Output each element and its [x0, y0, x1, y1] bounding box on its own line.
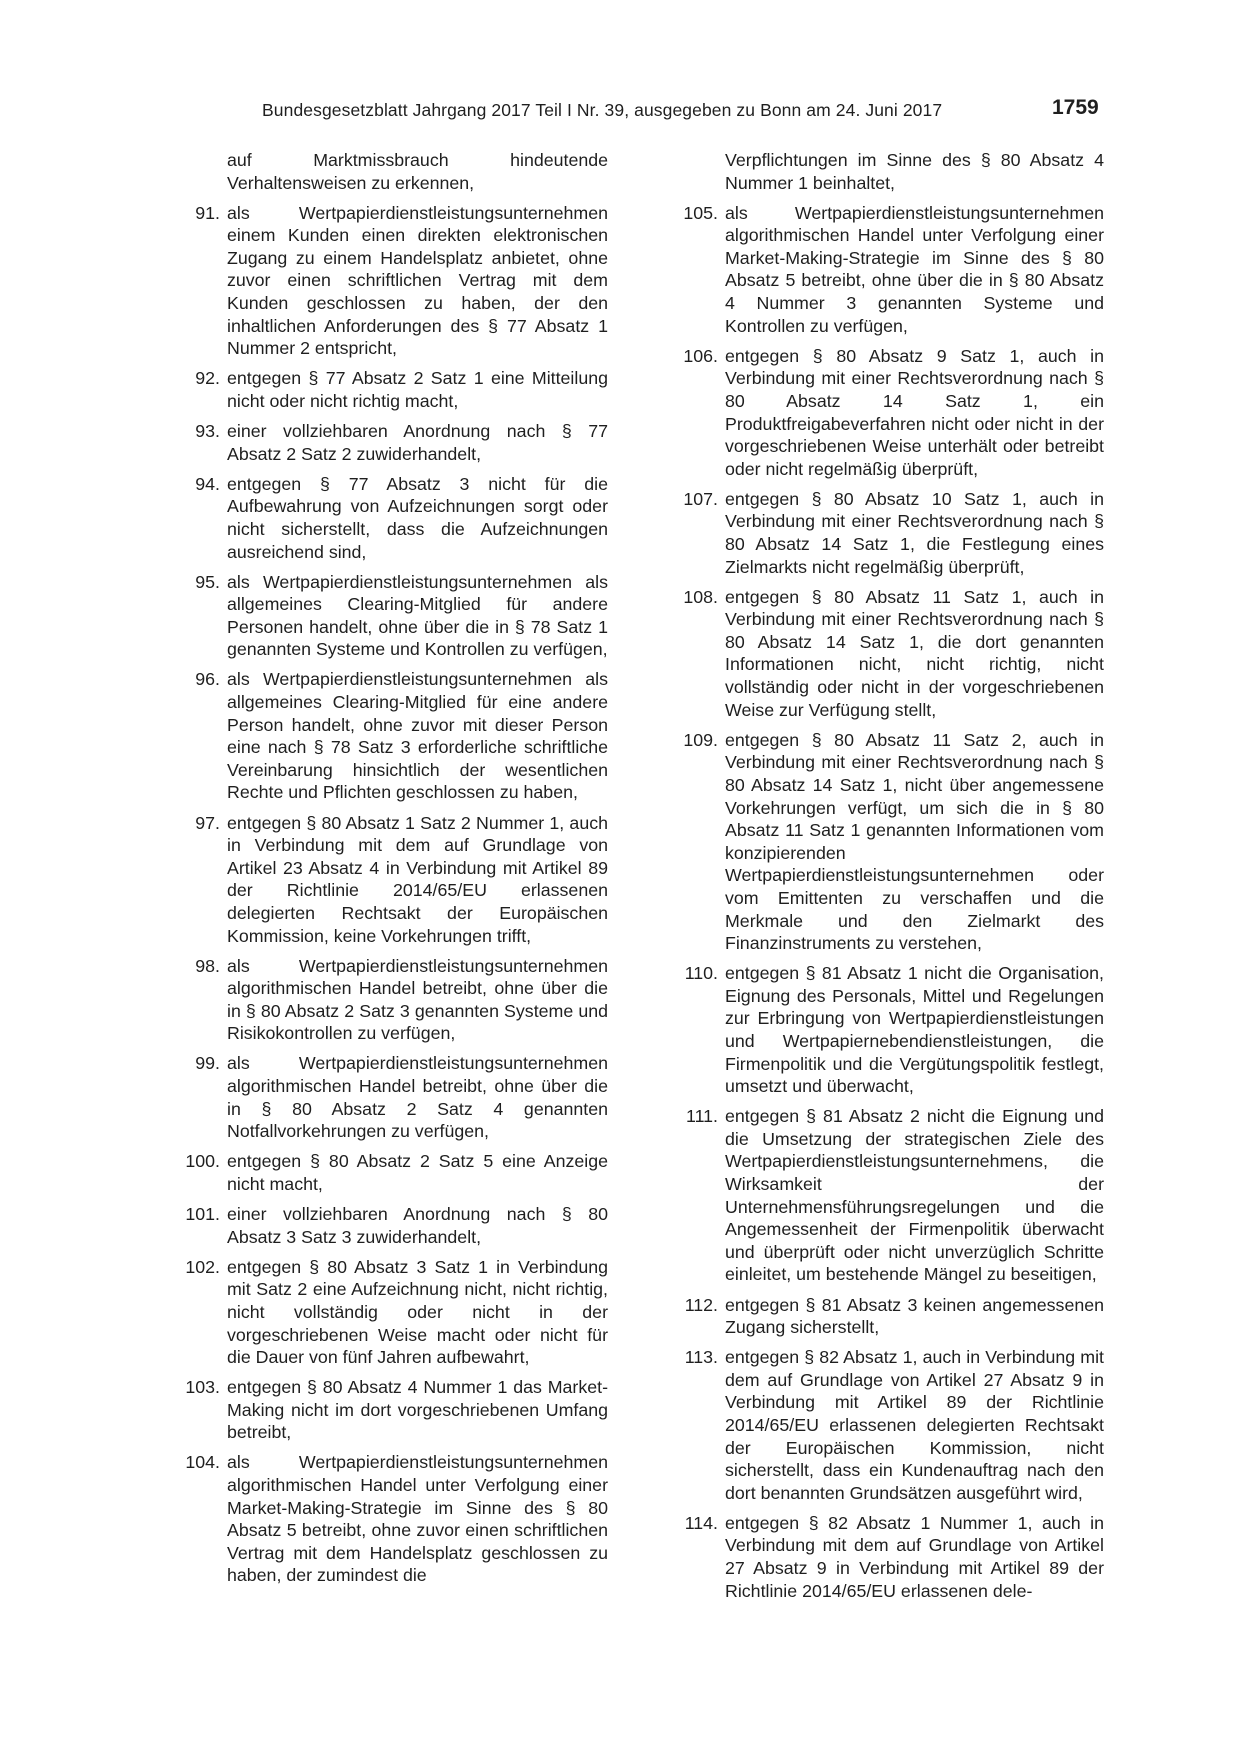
- item-number: 96.: [195, 669, 220, 690]
- page-header: [0, 96, 1241, 126]
- list-item: [180, 202, 608, 360]
- item-number: 98.: [195, 955, 220, 976]
- item-text: entgegen § 82 Absatz 1, auch in Verbindung mit dem auf Grundlage von Artikel 27 Absatz 9 in Verbindung mit Artikel 89 der Richtlinie 2014/65/EU erlassenen delegierten Rechtsakt der Europäischen Kommission, nicht sicherstellt, dass ein Kundenauftrag nach den dort benannten Grundsätzen ausgeführt wird,: [725, 1347, 1104, 1503]
- item-text: entgegen § 80 Absatz 3 Satz 1 in Verbindung mit Satz 2 eine Aufzeichnung nicht, nicht richtig, nicht vollständig oder nicht in der vorgeschriebenen Weise macht oder nicht für die Dauer von fünf Jahren aufbewahrt,: [227, 1256, 608, 1368]
- list-item: [678, 488, 1104, 578]
- list-item: [180, 367, 608, 412]
- list-item: [678, 729, 1104, 955]
- list-item: [180, 955, 608, 1045]
- list-item: [180, 668, 608, 804]
- item-number: 94.: [195, 473, 220, 494]
- item-text: entgegen § 77 Absatz 2 Satz 1 eine Mitteilung nicht oder nicht richtig macht,: [227, 368, 608, 411]
- right-column: [678, 149, 1104, 1610]
- list-item: [180, 473, 608, 563]
- list-item: [180, 420, 608, 465]
- item-number: 99.: [195, 1053, 220, 1074]
- left-column: [180, 149, 608, 1595]
- item-text: entgegen § 80 Absatz 9 Satz 1, auch in Verbindung mit einer Rechtsverordnung nach § 80 Absatz 14 Satz 1, ein Produktfreigabeverfahren nicht oder nicht in der vorgeschriebenen Weise unterhält oder betreibt oder nicht regelmäßig überprüft,: [725, 345, 1104, 479]
- item-number: 106.: [683, 345, 718, 366]
- list-item: [180, 1376, 608, 1444]
- item-text: als Wertpapierdienstleistungsunternehmen als allgemeines Clearing-Mitglied für andere Personen handelt, ohne über die in § 78 Satz 1 genannten Systeme und Kontrollen zu verfügen,: [227, 571, 608, 660]
- item-text: entgegen § 80 Absatz 11 Satz 2, auch in Verbindung mit einer Rechtsverordnung nach § 80 Absatz 14 Satz 1, nicht über angemessene Vorkehrungen verfügt, um sich die in § 80 Absatz 11 Satz 1 genannten Informationen vom konzipierenden Wertpapierdienstleistungsunternehmen oder vom Emittenten zu verschaffen und die Merkmale und den Zielmarkt des Finanzinstruments zu verstehen,: [725, 729, 1104, 954]
- item-number: 91.: [195, 202, 220, 223]
- item-text: entgegen § 80 Absatz 11 Satz 1, auch in Verbindung mit einer Rechtsverordnung nach § 80 Absatz 14 Satz 1, die dort genannten Informationen nicht, nicht richtig, nicht vollständig oder nicht in der vorgeschriebenen Weise zur Verfügung stellt,: [725, 586, 1104, 720]
- list-item: [180, 1150, 608, 1195]
- item-number: 100.: [185, 1151, 220, 1172]
- item-number: 110.: [684, 963, 718, 984]
- list-item: [678, 1294, 1104, 1339]
- item-text: entgegen § 80 Absatz 2 Satz 5 eine Anzeige nicht macht,: [227, 1151, 608, 1194]
- item-number: 103.: [185, 1377, 220, 1398]
- running-header-title: Bundesgesetzblatt Jahrgang 2017 Teil I Nr. 39, ausgegeben zu Bonn am 24. Juni 2017: [262, 100, 943, 120]
- item-number: 101.: [185, 1204, 220, 1225]
- item-number: 112.: [684, 1294, 718, 1315]
- item-text: einer vollziehbaren Anordnung nach § 77 Absatz 2 Satz 2 zuwiderhandelt,: [227, 421, 608, 464]
- item-text: als Wertpapierdienstleistungsunternehmen algorithmischen Handel betreibt, ohne über die in § 80 Absatz 2 Satz 4 genannten Notfallvorkehrungen zu verfügen,: [227, 1053, 608, 1142]
- item-text: entgegen § 80 Absatz 4 Nummer 1 das Market-Making nicht im dort vorgeschriebenen Umfang betreibt,: [227, 1377, 608, 1443]
- item-text: als Wertpapierdienstleistungsunternehmen als allgemeines Clearing-Mitglied für eine andere Person handelt, ohne zuvor mit dieser Person eine nach § 78 Satz 3 erforderliche schriftliche Vereinbarung hinsichtlich der wesentlichen Rechte und Pflichten geschlossen zu haben,: [227, 669, 608, 803]
- list-item: [678, 1346, 1104, 1504]
- list-item: [180, 1052, 608, 1142]
- page-number: 1759: [1052, 96, 1099, 119]
- list-item: [678, 202, 1104, 338]
- item-text: als Wertpapierdienstleistungsunternehmen algorithmischen Handel unter Verfolgung einer Market-Making-Strategie im Sinne des § 80 Absatz 5 betreibt, ohne über die in § 80 Absatz 4 Nummer 3 genannten Systeme und Kontrollen zu verfügen,: [725, 202, 1104, 336]
- list-item: [678, 1512, 1104, 1602]
- item-number: 97.: [195, 812, 220, 833]
- item-text: entgegen § 81 Absatz 2 nicht die Eignung und die Umsetzung der strategischen Ziele des Wertpapierdienstleistungsunternehmens, die Wirksamkeit der Unternehmensführungsregelungen und die Angemessenheit der Firmenpolitik überwacht und überprüft oder nicht unverzüglich Schritte einleitet, um bestehende Mängel zu beseitigen,: [725, 1106, 1104, 1285]
- list-item: [678, 586, 1104, 722]
- item-text: als Wertpapierdienstleistungsunternehmen algorithmischen Handel unter Verfolgung einer Market-Making-Strategie im Sinne des § 80 Absatz 5 betreibt, ohne zuvor einen schriftlichen Vertrag mit dem Handelsplatz geschlossen zu haben, der zumindest die: [227, 1452, 608, 1586]
- item-number: 113.: [684, 1347, 718, 1368]
- continuation-text: Verpflichtungen im Sinne des § 80 Absatz 4 Nummer 1 beinhaltet,: [725, 150, 1104, 193]
- item-number: 108.: [683, 586, 718, 607]
- item-number: 105.: [683, 202, 718, 223]
- item-number: 114.: [684, 1512, 718, 1533]
- list-item: [180, 1256, 608, 1369]
- item-number: 109.: [683, 729, 718, 750]
- item-text: als Wertpapierdienstleistungsunternehmen einem Kunden einen direkten elektronischen Zugang zu einem Handelsplatz anbietet, ohne zuvor einen schriftlichen Vertrag mit dem Kunden geschlossen zu haben, der den inhaltlichen Anforderungen des § 77 Absatz 1 Nummer 2 entspricht,: [227, 202, 608, 359]
- list-item: [180, 571, 608, 661]
- item-text: entgegen § 77 Absatz 3 nicht für die Aufbewahrung von Aufzeichnungen sorgt oder nicht sicherstellt, dass die Aufzeichnungen ausreichend sind,: [227, 473, 608, 562]
- item-text: einer vollziehbaren Anordnung nach § 80 Absatz 3 Satz 3 zuwiderhandelt,: [227, 1204, 608, 1247]
- item-number: 95.: [195, 571, 220, 592]
- item-number: 107.: [683, 488, 718, 509]
- list-item: [180, 1451, 608, 1587]
- item-number: 104.: [185, 1452, 220, 1473]
- list-item: [180, 1203, 608, 1248]
- list-item: [180, 812, 608, 948]
- item-text: als Wertpapierdienstleistungsunternehmen algorithmischen Handel betreibt, ohne über die in § 80 Absatz 2 Satz 3 genannten Systeme und Risikokontrollen zu verfügen,: [227, 955, 608, 1044]
- item-number: 93.: [195, 421, 220, 442]
- item-text: entgegen § 81 Absatz 1 nicht die Organisation, Eignung des Personals, Mittel und Regelungen zur Erbringung von Wertpapierdienstleistungen und Wertpapiernebendienstleistungen, die Firmenpolitik und die Vergütungspolitik festlegt, umsetzt und überwacht,: [725, 963, 1104, 1097]
- list-item: [678, 1105, 1104, 1286]
- item-text: entgegen § 80 Absatz 1 Satz 2 Nummer 1, auch in Verbindung mit dem auf Grundlage von Artikel 23 Absatz 4 in Verbindung mit Artikel 89 der Richtlinie 2014/65/EU erlassenen delegierten Rechtsakt der Europäischen Kommission, keine Vorkehrungen trifft,: [227, 812, 608, 946]
- item-number: 92.: [195, 368, 220, 389]
- item-number: 102.: [185, 1256, 220, 1277]
- item-number: 111.: [686, 1106, 718, 1127]
- list-item: [678, 345, 1104, 481]
- item-text: entgegen § 82 Absatz 1 Nummer 1, auch in Verbindung mit dem auf Grundlage von Artikel 27 Absatz 9 in Verbindung mit Artikel 89 der Richtlinie 2014/65/EU erlassenen dele-: [725, 1512, 1104, 1601]
- list-item: [678, 962, 1104, 1098]
- continuation-text: auf Marktmissbrauch hindeutende Verhaltensweisen zu erkennen,: [227, 150, 608, 193]
- item-text: entgegen § 81 Absatz 3 keinen angemessenen Zugang sicherstellt,: [725, 1294, 1104, 1338]
- item-text: entgegen § 80 Absatz 10 Satz 1, auch in Verbindung mit einer Rechtsverordnung nach § 80 Absatz 14 Satz 1, die Festlegung eines Zielmarkts nicht regelmäßig überprüft,: [725, 488, 1104, 577]
